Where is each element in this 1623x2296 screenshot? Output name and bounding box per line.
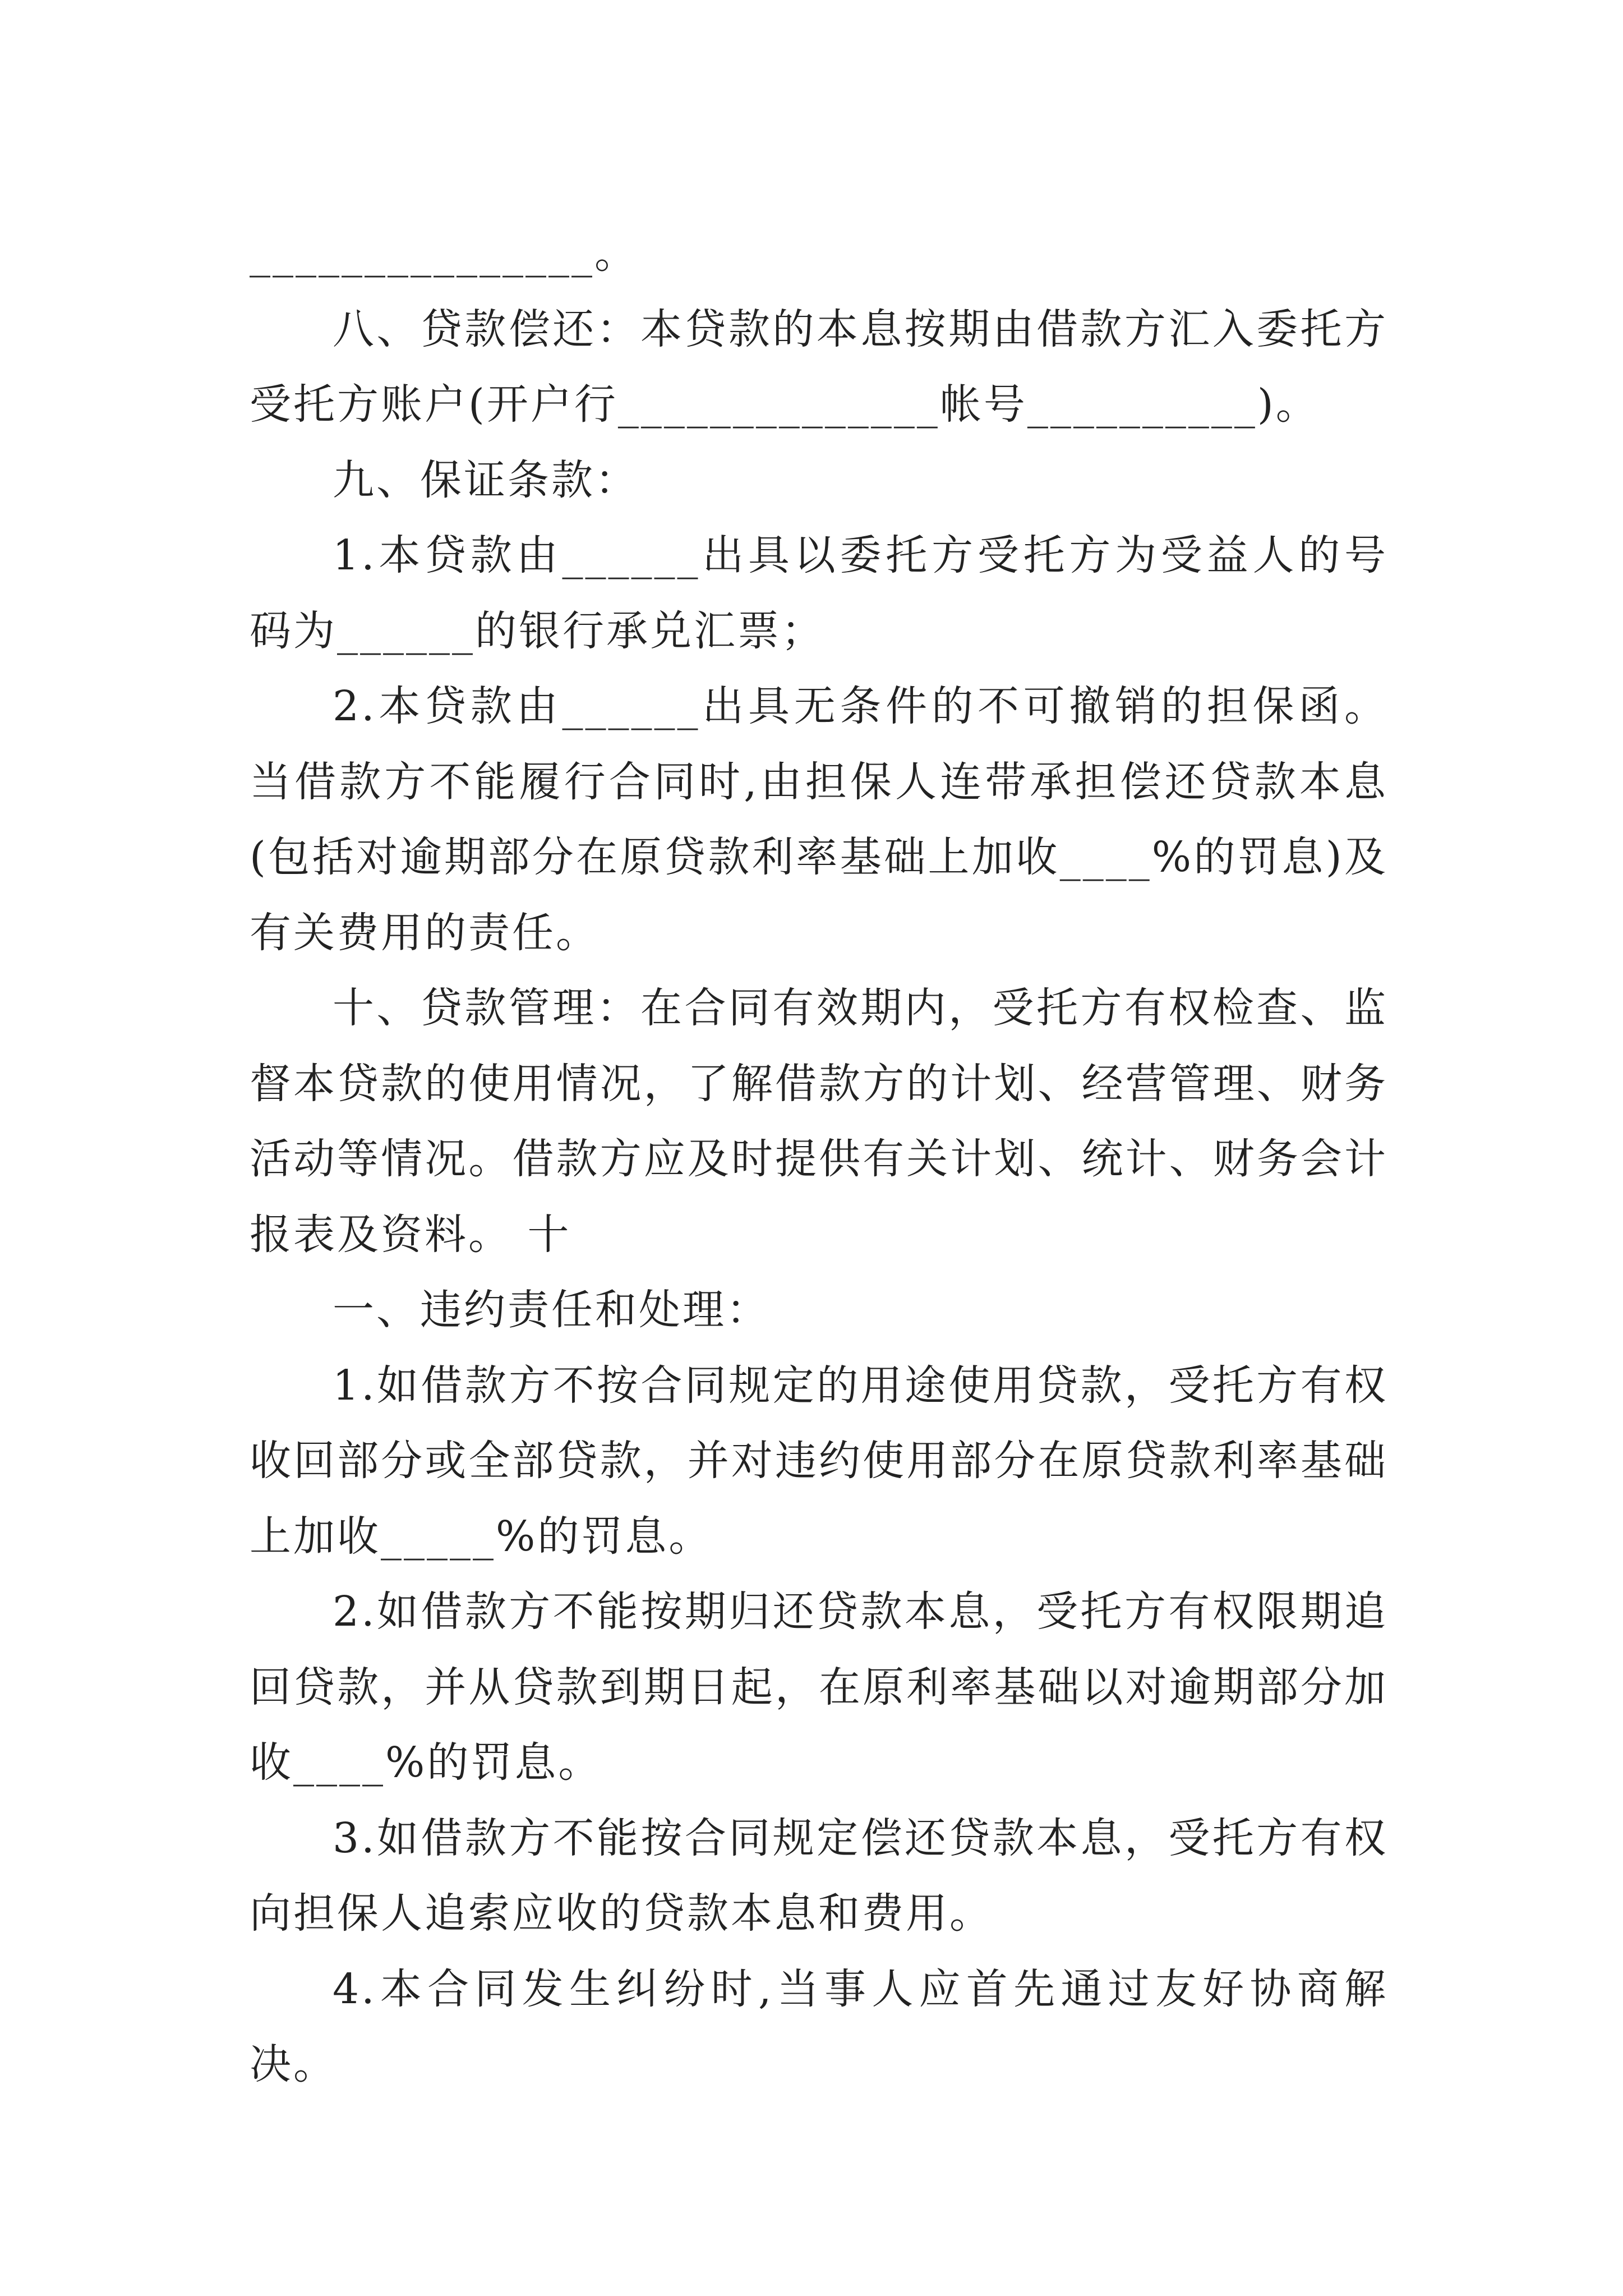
paragraph-loan-repayment: 八、贷款偿还：本贷款的本息按期由借款方汇入委托方受托方账户(开户行______________帐号__________)。: [250, 305, 1388, 429]
paragraph-breach-item-4: 4.本合同发生纠纷时,当事人应首先通过友好协商解决。: [250, 1964, 1388, 2088]
paragraph-guarantee-heading: 九、保证条款：: [333, 455, 639, 504]
paragraph-breach-item-3: 3.如借款方不能按合同规定偿还贷款本息，受托方有权向担保人追索应收的贷款本息和费用。: [250, 1814, 1388, 1938]
document-body: [250, 216, 1388, 2102]
paragraph-guarantee-item-1: 1.本贷款由______出具以委托方受托方为受益人的号码为______的银行承兑汇票；: [250, 531, 1388, 655]
paragraph-breach-heading: 一、违约责任和处理：: [333, 1286, 770, 1334]
paragraph-loan-management: 十、贷款管理：在合同有效期内，受托方有权检查、监督本贷款的使用情况，了解借款方的计划、经营管理、财务活动等情况。借款方应及时提供有关计划、统计、财务会计报表及资料。 十: [250, 984, 1388, 1259]
paragraph-breach-item-1: 1.如借款方不按合同规定的用途使用贷款，受托方有权收回部分或全部贷款，并对违约使用部分在原贷款利率基础上加收_____%的罚息。: [250, 1361, 1388, 1561]
paragraph-breach-item-2: 2.如借款方不能按期归还贷款本息，受托方有权限期追回贷款，并从贷款到期日起，在原利率基础以对逾期部分加收____%的罚息。: [250, 1588, 1388, 1787]
paragraph-blank-line: _______________。: [250, 229, 638, 278]
paragraph-guarantee-item-2: 2.本贷款由______出具无条件的不可撤销的担保函。当借款方不能履行合同时,由担保人连带承担偿还贷款本息(包括对逾期部分在原贷款利率基础上加收____%的罚息)及有关费用的责任。: [250, 682, 1388, 957]
